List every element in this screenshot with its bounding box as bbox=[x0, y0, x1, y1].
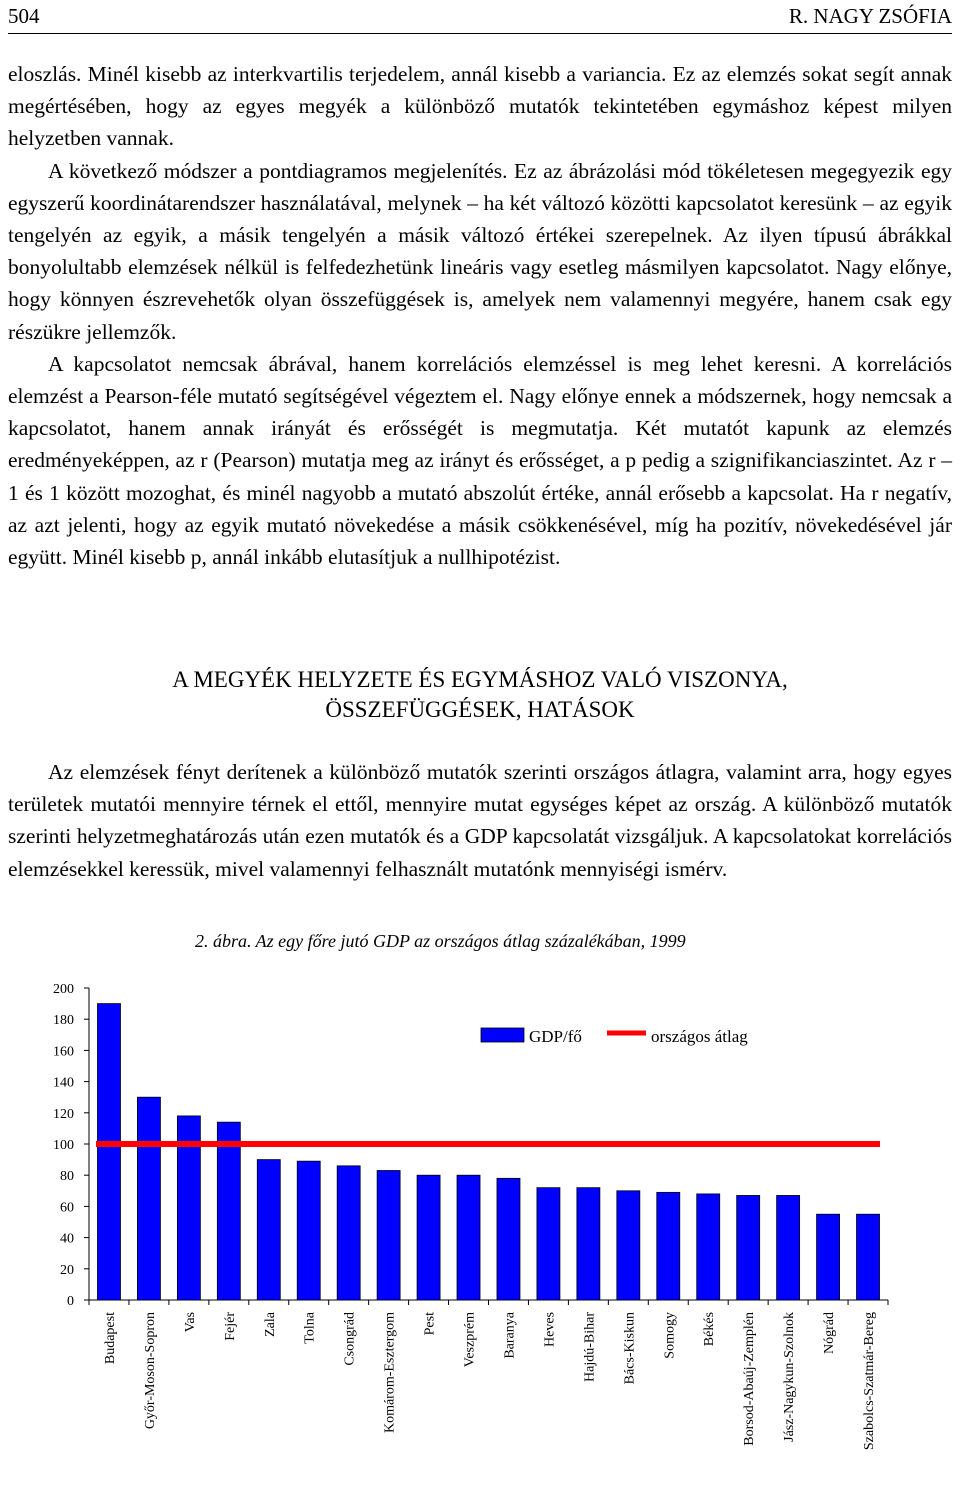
body-text bbox=[8, 58, 952, 573]
header-rule bbox=[8, 33, 952, 34]
page-header bbox=[8, 0, 952, 36]
x-tick-label: Zala bbox=[262, 1312, 278, 1337]
bar bbox=[657, 1192, 680, 1300]
x-tick-label: Borsod-Abaúj-Zemplén bbox=[742, 1312, 758, 1446]
bar bbox=[417, 1175, 440, 1300]
bar bbox=[857, 1214, 880, 1300]
running-head-author: R. NAGY ZSÓFIA bbox=[788, 4, 952, 28]
bar bbox=[617, 1191, 640, 1300]
y-tick-label: 20 bbox=[60, 1262, 74, 1278]
x-tick-label: Vas bbox=[182, 1312, 198, 1333]
x-tick-label: Bács-Kiskun bbox=[622, 1312, 638, 1385]
bar bbox=[577, 1188, 600, 1300]
bar bbox=[337, 1166, 360, 1300]
y-tick-label: 160 bbox=[53, 1044, 74, 1060]
bar bbox=[457, 1175, 480, 1300]
y-tick-label: 140 bbox=[53, 1075, 74, 1091]
x-tick-label: Szabolcs-Szatmár-Bereg bbox=[862, 1312, 878, 1451]
x-tick-label: Baranya bbox=[502, 1312, 518, 1359]
bar bbox=[297, 1161, 320, 1300]
bar bbox=[97, 1004, 120, 1300]
legend-label: GDP/fő bbox=[529, 1027, 582, 1046]
x-tick-label: Jász-Nagykun-Szolnok bbox=[782, 1312, 798, 1442]
x-tick-label: Komárom-Esztergom bbox=[382, 1312, 398, 1434]
y-tick-label: 40 bbox=[60, 1231, 74, 1247]
x-tick-label: Nógrád bbox=[822, 1312, 838, 1354]
legend-swatch-bar bbox=[481, 1028, 524, 1042]
bar bbox=[817, 1214, 840, 1300]
y-tick-label: 180 bbox=[53, 1013, 74, 1029]
bar bbox=[217, 1122, 240, 1300]
bar bbox=[697, 1194, 720, 1300]
paragraph: A következő módszer a pontdiagramos megjelenítés. Ez az ábrázolási mód tökéletesen megegyezik egy egyszerű koordinátarendszer használatával, melynek – ha két változó közötti kapcsolatot keresünk – az egyik tengelyén az egyik, a másik tengelyén a másik változó értékei szerepelnek. Az ilyen típusú ábrákkal bonyolultabb elemzések nélkül is felfedezhetünk lineáris vagy esetleg másmilyen kapcsolatot. Nagy előnye, hogy könnyen észrevehetők olyan összefüggések is, amelyek nem valamennyi megyére, hanem csak egy részükre jellemzők. bbox=[8, 158, 952, 344]
y-tick-label: 80 bbox=[60, 1169, 74, 1185]
bar bbox=[737, 1195, 760, 1300]
x-tick-label: Békés bbox=[702, 1312, 718, 1347]
x-axis-labels bbox=[103, 1311, 877, 1450]
bar-chart bbox=[0, 960, 960, 1485]
bars bbox=[97, 1004, 879, 1300]
bar bbox=[377, 1171, 400, 1300]
section-heading-line: ÖSSZEFÜGGÉSEK, HATÁSOK bbox=[325, 697, 635, 722]
bar bbox=[137, 1097, 160, 1300]
bar bbox=[537, 1188, 560, 1300]
x-tick-label: Heves bbox=[542, 1312, 558, 1347]
paragraph: Az elemzések fényt derítenek a különböző mutatók szerinti országos átlagra, valamint arra, hogy egyes területek mutatói mennyire térnek el ettől, mennyire mutat egységes képet az ország. A különböző mutatók szerinti helyzetmeghatározás után ezen mutatók és a GDP kapcsolatát vizsgáljuk. A kapcsolatokat korrelációs elemzésekkel keressük, mivel valamennyi felhasznált mutatónk mennyiségi ismérv. bbox=[8, 760, 952, 881]
x-tick-label: Győr-Moson-Sopron bbox=[142, 1312, 158, 1430]
section-heading bbox=[8, 665, 952, 725]
paragraph: eloszlás. Minél kisebb az interkvartilis terjedelem, annál kisebb a variancia. Ez az elemzés sokat segít annak megértésében, hogy az egyes megyék a különböző mutatók tekintetében egymáshoz képest milyen helyzetben vannak. bbox=[8, 62, 952, 151]
x-tick-label: Veszprém bbox=[462, 1312, 478, 1368]
x-tick-label: Tolna bbox=[302, 1312, 318, 1344]
legend-label: országos átlag bbox=[651, 1027, 748, 1046]
legend bbox=[481, 1027, 748, 1046]
y-tick-label: 100 bbox=[53, 1138, 74, 1153]
y-tick-label: 120 bbox=[53, 1106, 74, 1122]
figure-caption: 2. ábra. Az egy főre jutó GDP az országos átlag százalékában, 1999 bbox=[195, 931, 686, 951]
x-tick-label: Pest bbox=[422, 1312, 438, 1336]
x-tick-label: Fejér bbox=[222, 1312, 238, 1341]
y-tick-label: 60 bbox=[60, 1200, 74, 1216]
y-tick-label: 0 bbox=[67, 1294, 74, 1309]
x-tick-label: Budapest bbox=[102, 1312, 118, 1365]
paragraph: A kapcsolatot nemcsak ábrával, hanem korrelációs elemzéssel is meg lehet keresni. A korrelációs elemzést a Pearson-féle mutató segítségével végeztem el. Nagy előnye ennek a módszernek, hogy nemcsak a kapcsolatot, hanem annak irányát és erősségét is megmutatja. Két mutatót kapunk az elemzés eredményeképpen, az r (Pearson) mutatja meg az irányt és erősséget, a p pedig a szignifikanciaszintet. Az r –1 és 1 között mozoghat, és minél nagyobb a mutató abszolút értéke, annál erősebb a kapcsolat. Ha r negatív, az azt jelenti, hogy az egyik mutató növekedése a másik csökkenésével, míg ha pozitív, növekedésével jár együtt. Minél kisebb p, annál inkább elutasítjuk a nullhipotézist. bbox=[8, 351, 952, 570]
bar bbox=[497, 1178, 520, 1300]
x-tick-label: Hajdú-Bihar bbox=[582, 1312, 598, 1382]
x-tick-label: Csongrád bbox=[342, 1312, 358, 1366]
y-tick-label: 200 bbox=[53, 982, 74, 997]
section-intro bbox=[8, 756, 952, 885]
x-tick-label: Somogy bbox=[662, 1312, 678, 1359]
bar bbox=[257, 1160, 280, 1300]
page-number: 504 bbox=[8, 4, 40, 28]
section-heading-line: A MEGYÉK HELYZETE ÉS EGYMÁSHOZ VALÓ VISZONYA, bbox=[172, 667, 788, 692]
bar bbox=[777, 1195, 800, 1300]
